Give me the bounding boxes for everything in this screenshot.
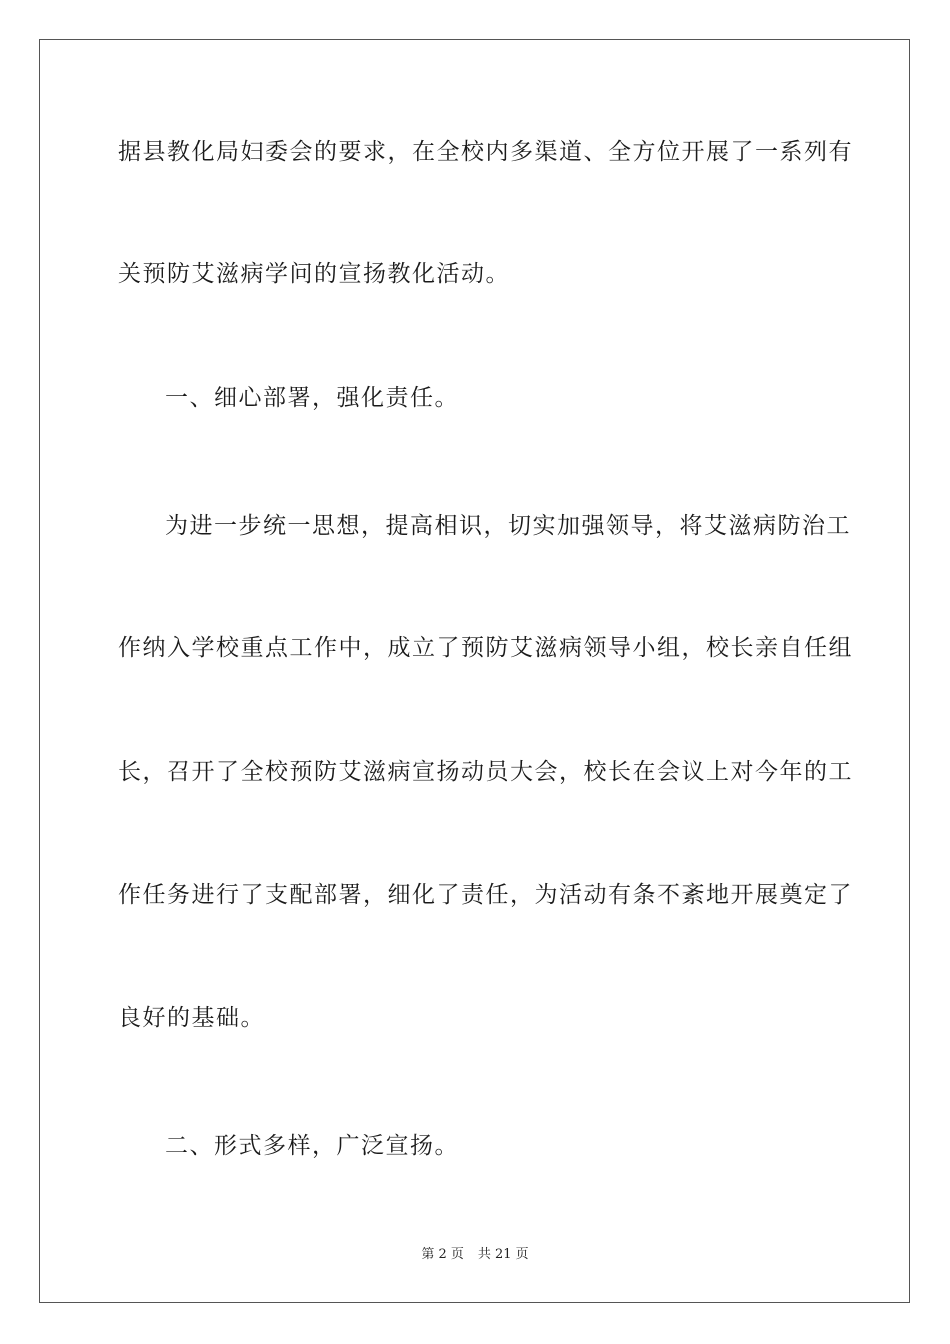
page-footer bbox=[0, 1246, 950, 1264]
page-number: 第 2 页 bbox=[421, 1247, 464, 1262]
body-text-line: 关预防艾滋病学问的宣扬教化活动。 bbox=[118, 261, 510, 287]
body-text-line: 长，召开了全校预防艾滋病宣扬动员大会，校长在会议上对今年的工 bbox=[118, 759, 853, 785]
body-text-line: 作任务进行了支配部署，细化了责任，为活动有条不紊地开展奠定了 bbox=[118, 882, 853, 908]
body-text-line: 良好的基础。 bbox=[118, 1005, 265, 1031]
section-heading: 二、形式多样，广泛宣扬。 bbox=[165, 1133, 459, 1159]
body-text-line: 据县教化局妇委会的要求，在全校内多渠道、全方位开展了一系列有 bbox=[118, 139, 853, 165]
body-text-line: 作纳入学校重点工作中，成立了预防艾滋病领导小组，校长亲自任组 bbox=[118, 635, 853, 661]
section-heading: 一、细心部署，强化责任。 bbox=[165, 385, 459, 411]
page-border bbox=[39, 39, 910, 1303]
page-total: 共 21 页 bbox=[477, 1247, 529, 1262]
paragraph-first-line: 为进一步统一思想，提高相识，切实加强领导，将艾滋病防治工 bbox=[165, 513, 851, 539]
